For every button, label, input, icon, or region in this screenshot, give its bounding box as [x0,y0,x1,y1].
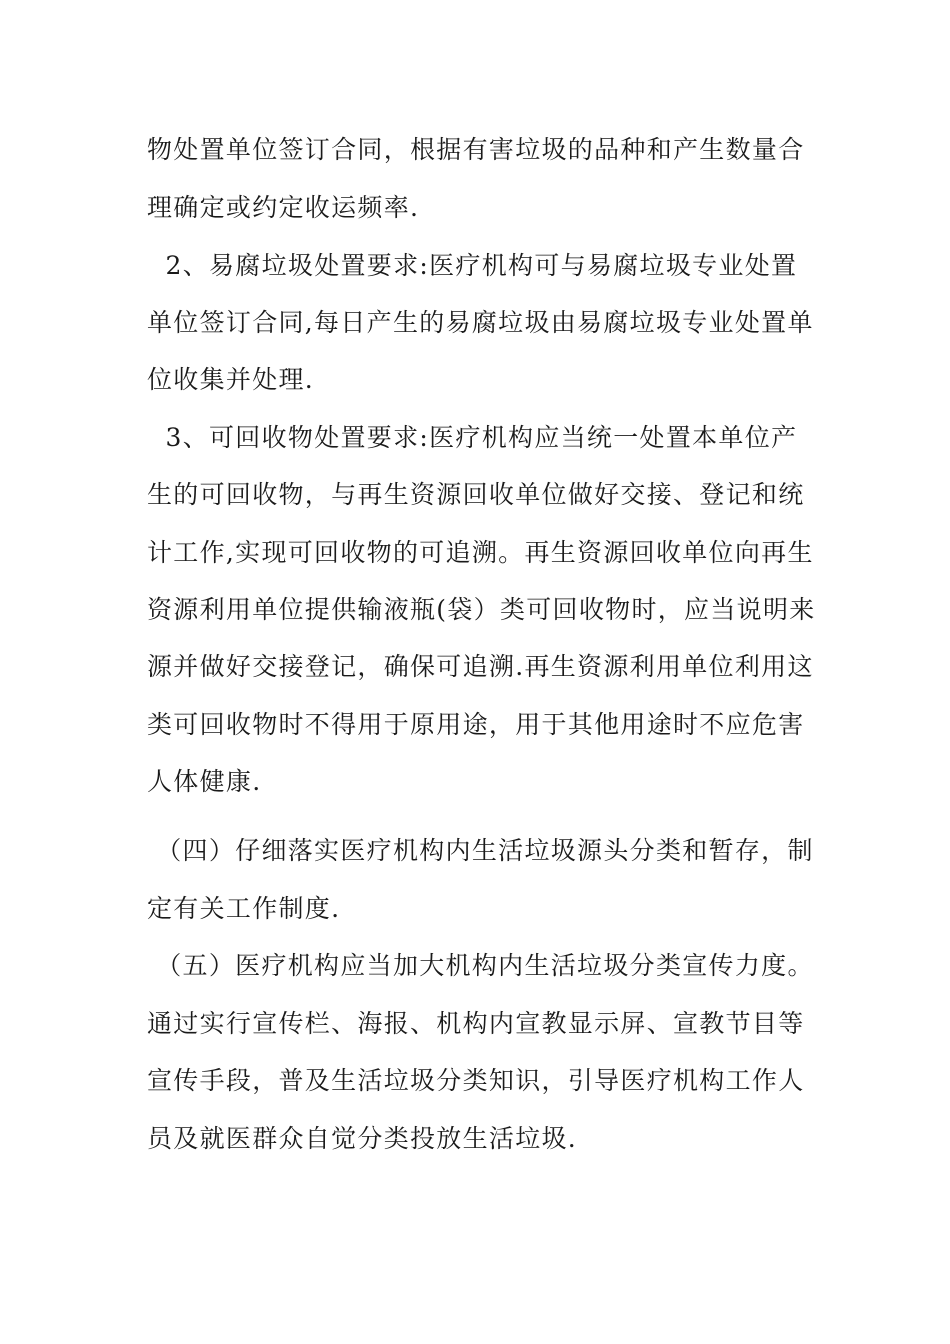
paragraph-2-line-2: 单位签订合同,每日产生的易腐垃圾由易腐垃圾专业处置单 [147,308,814,337]
paragraph-3-line-7: 人体健康. [147,767,262,796]
paragraph-3-line-5: 源并做好交接登记，确保可追溯.再生资源利用单位利用这 [147,652,814,681]
paragraph-3-line-4: 资源利用单位提供输液瓶(袋）类可回收物时，应当说明来 [147,595,816,624]
paragraph-3-line-6: 类可回收物时不得用于原用途，用于其他用途时不应危害 [147,710,805,739]
paragraph-4-line-1: （四）仔细落实医疗机构内生活垃圾源头分类和暂存，制 [147,836,814,865]
paragraph-5-line-4: 员及就医群众自觉分类投放生活垃圾. [147,1124,578,1153]
paragraph-5-line-2: 通过实行宣传栏、海报、机构内宣教显示屏、宣教节目等 [147,1009,805,1038]
paragraph-2-line-1: 2、易腐垃圾处置要求:医疗机构可与易腐垃圾专业处置 [147,251,798,280]
paragraph-5-line-3: 宣传手段，普及生活垃圾分类知识，引导医疗机构工作人 [147,1066,805,1095]
paragraph-3-line-3: 计工作,实现可回收物的可追溯。再生资源回收单位向再生 [147,538,814,567]
paragraph-3-line-2: 生的可回收物，与再生资源回收单位做好交接、登记和统 [147,480,805,509]
paragraph-1-line-1: 物处置单位签订合同，根据有害垃圾的品种和产生数量合 [147,135,805,164]
paragraph-4-line-2: 定有关工作制度. [147,894,341,923]
paragraph-5-line-1: （五）医疗机构应当加大机构内生活垃圾分类宣传力度。 [147,951,814,980]
paragraph-2-line-3: 位收集并处理. [147,365,315,394]
paragraph-3-line-1: 3、可回收物处置要求:医疗机构应当统一处置本单位产 [147,423,798,452]
paragraph-1-line-2: 理确定或约定收运频率. [147,193,420,222]
